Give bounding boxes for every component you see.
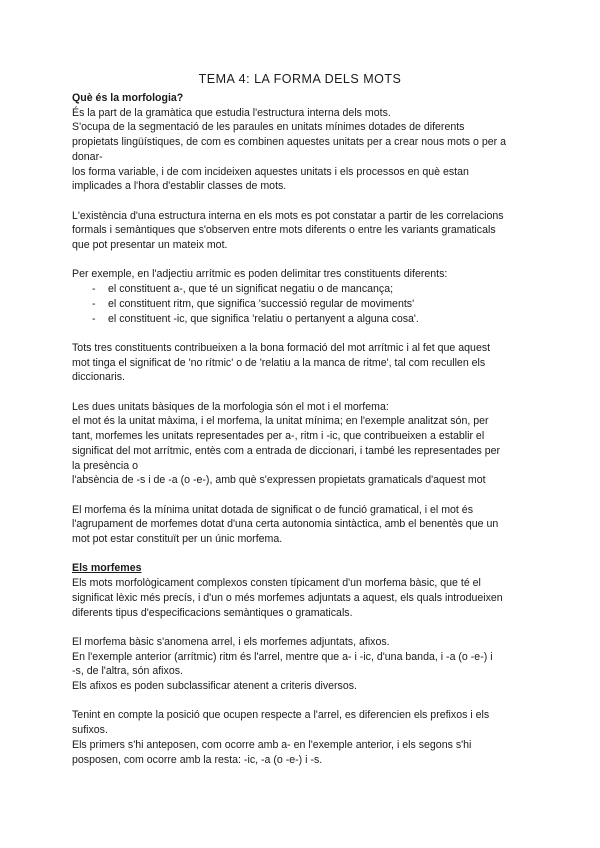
text-line: significat del mot arrítmic, entès com a entrada de diccionari, i també les representades per	[72, 444, 501, 457]
text-line: significat lèxic més precís, i d'un o més morfemes adjuntats a aquest, els quals introdueixen	[72, 591, 503, 604]
document-title: TEMA 4: LA FORMA DELS MOTS	[198, 72, 402, 86]
text-line: Els primers s'hi anteposen, com ocorre amb a- en l'exemple anterior, i els segons s'hi	[72, 738, 472, 751]
text-line: los forma variable, i de com incideixen aquestes unitats i els processos en què estan	[72, 165, 469, 178]
text-line: la presència o	[72, 459, 138, 472]
text-line: El morfema bàsic s'anomena arrel, i els morfemes adjuntats, afixos.	[72, 635, 390, 648]
text-line: donar-	[72, 150, 103, 163]
text-line: tant, morfemes les unitats representades per a-, ritm i -ic, que contribueixen a establir el	[72, 430, 485, 443]
text-line: que pot presentar un mateix mot.	[72, 239, 228, 252]
text-line: posposen, com ocorre amb la resta: -ic, -a (o -e-) i -s.	[72, 753, 323, 766]
text-line: formals i semàntiques que s'observen entre mots diferents o entre les variants gramaticals	[72, 224, 496, 237]
text-line: el mot és la unitat màxima, i el morfema, la unitat mínima; en l'exemple analitzat són, per	[72, 415, 489, 428]
list-item: - el constituent -ic, que significa 'relatiu o pertanyent a alguna cosa'.	[92, 312, 532, 327]
text-line: És la part de la gramàtica que estudia l'estructura interna dels mots.	[72, 106, 391, 119]
text-line: diferents tipus d'especificacions semàntiques o gramaticals.	[72, 606, 353, 619]
text-line: El morfema és la mínima unitat dotada de significat o de funció gramatical, i el mot és	[72, 503, 473, 516]
text-line: S'ocupa de la segmentació de les paraules en unitats mínimes dotades de diferents	[72, 121, 465, 134]
text-line: mot pot estar constituït per un únic morfema.	[72, 533, 283, 546]
text-line: Les dues unitats bàsiques de la morfologia són el mot i el morfema:	[72, 400, 389, 413]
text-line: diccionaris.	[72, 371, 125, 384]
constituents-list	[72, 282, 532, 326]
text-line: L'existència d'una estructura interna en els mots es pot constatar a partir de les correlacions	[72, 209, 504, 222]
list-item: - el constituent a-, que té un significat negatiu o de mancança;	[92, 282, 532, 297]
text-line: Tots tres constituents contribueixen a la bona formació del mot arrítmic i al fet que aquest	[72, 341, 491, 354]
text-line: sufixos.	[72, 724, 108, 737]
text-line: l'agrupament de morfemes dotat d'una certa autonomia sintàctica, amb el benentès que un	[72, 518, 499, 531]
list-item: - el constituent ritm, que significa 'successió regular de moviments'	[92, 297, 532, 312]
text-line: Tenint en compte la posició que ocupen respecte a l'arrel, es diferencien els prefixos i els	[72, 709, 490, 722]
section-heading-morfologia: Què és la morfologia?	[72, 92, 184, 104]
text-line: propietats lingüístiques, de com es combinen aquestes unitats per a crear nous mots o per a	[72, 136, 506, 149]
text-line: Per exemple, en l'adjectiu arrítmic es poden delimitar tres constituents diferents:	[72, 268, 448, 281]
text-line: implicades a l'hora d'establir classes de mots.	[72, 180, 287, 193]
text-line: En l'exemple anterior (arrítmic) ritm és l'arrel, mentre que a- i -ic, d'una banda, i -a (o -e-) i	[72, 650, 493, 663]
section-heading-morfemes: Els morfemes	[72, 562, 142, 575]
text-line: mot tinga el significat de 'no rítmic' o de 'relatiu a la manca de ritme', tal com recullen els	[72, 356, 486, 369]
text-line: Els mots morfològicament complexos consten típicament d'un morfema bàsic, que té el	[72, 577, 481, 590]
text-line: Els afixos es poden subclassificar atenent a criteris diversos.	[72, 680, 357, 693]
document-body	[72, 91, 532, 767]
text-line: -s, de l'altra, són afixos.	[72, 665, 183, 678]
text-line: l'absència de -s i de -a (o -e-), amb què s'expressen propietats gramaticals d'aquest mot	[72, 474, 486, 487]
